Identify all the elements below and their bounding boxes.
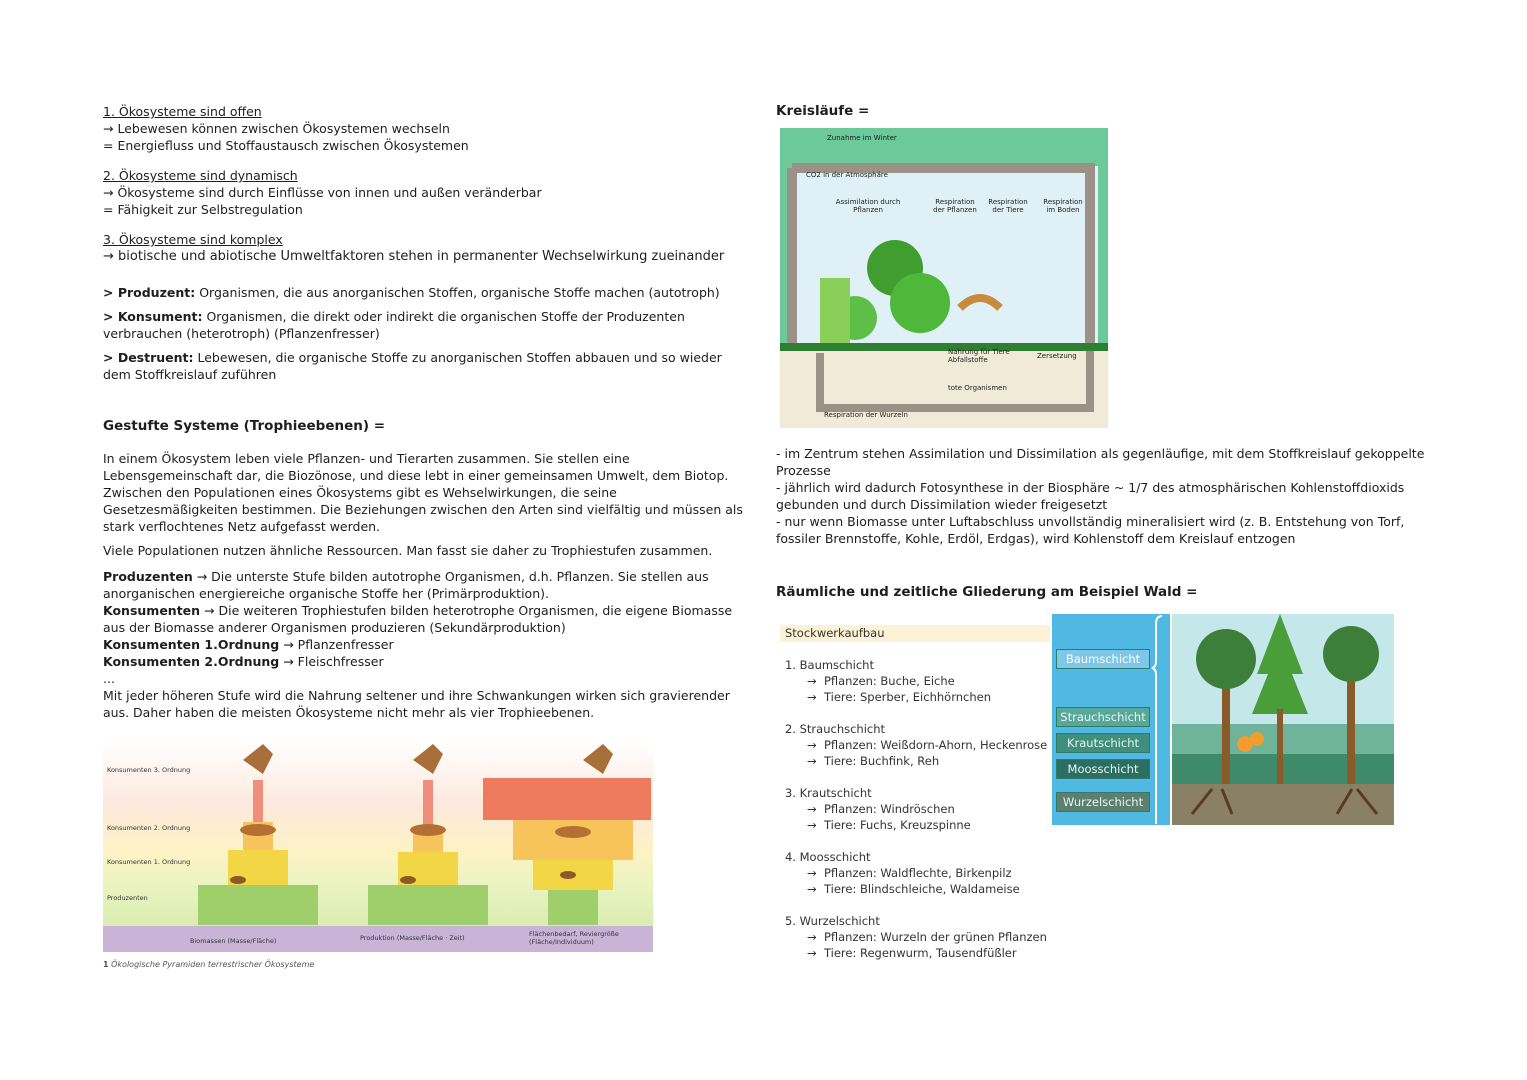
forest-heading: Räumliche und zeitliche Gliederung am Beispiel Wald = [776, 584, 1198, 600]
diagram-label-krautschicht: Krautschicht [1056, 733, 1150, 753]
point1-line2: = Energiefluss und Stoffaustausch zwischen Ökosystemen [103, 138, 469, 153]
trophic-paragraph-2: Viele Populationen nutzen ähnliche Ressourcen. Man fasst sie daher zu Trophiestufen zusammen. [103, 543, 713, 558]
def-produzent: > Produzent: Organismen, die aus anorganischen Stoffen, organische Stoffe machen (autotroph) [103, 285, 720, 300]
cycle-label-resp-animals: Respiration der Tiere [988, 198, 1028, 214]
layer-5-plants: → Pflanzen: Wurzeln der grünen Pflanzen [807, 930, 1047, 944]
layer-5-animals: → Tiere: Regenwurm, Tausendfüßler [807, 946, 1017, 960]
layer-4-animals: → Tiere: Blindschleiche, Waldameise [807, 882, 1020, 896]
layer-2-plants: → Pflanzen: Weißdorn-Ahorn, Heckenrose [807, 738, 1048, 752]
point3-line1: → biotische und abiotische Umweltfaktoren stehen in permanenter Wechselwirkung zueinander [103, 249, 725, 264]
layer-1-name: 1. Baumschicht [785, 658, 874, 672]
trophic-k2: Konsumenten 2.Ordnung → Fleischfresser [103, 654, 384, 669]
forest-table-title: Stockwerkaufbau [780, 625, 1050, 642]
forest-layer-2 [780, 721, 1050, 769]
cycle-label-roots: Respiration der Wurzeln [824, 411, 908, 419]
diagram-label-strauchschicht: Strauchschicht [1056, 707, 1150, 727]
cycle-label-resp-soil: Respiration im Boden [1043, 198, 1083, 214]
cycle-label-dead: tote Organismen [948, 384, 1007, 392]
diagram-label-moosschicht: Moosschicht [1056, 759, 1150, 779]
trophic-paragraph-3: Mit jeder höheren Stufe wird die Nahrung seltener und ihre Schwankungen wirken sich gravierender aus. Daher haben die meisten Ökosysteme nicht mehr als vier Trophieebenen. [103, 688, 730, 720]
pyramid-level-k2: Konsumenten 2. Ordnung [107, 824, 191, 832]
pyramid-figure [103, 740, 653, 972]
point1-line1: → Lebewesen können zwischen Ökosystemen wechseln [103, 121, 450, 136]
def-konsument: > Konsument: Organismen, die direkt oder indirekt die organischen Stoffe der Produzenten verbrauchen (heterotroph) (Pflanzenfresser) [103, 309, 685, 341]
layer-4-plants: → Pflanzen: Waldflechte, Birkenpilz [807, 866, 1012, 880]
pyramid-label-biomass: Biomassen (Masse/Fläche) [190, 937, 277, 945]
forest-layer-4 [780, 849, 1050, 897]
layer-3-animals: → Tiere: Fuchs, Kreuzspinne [807, 818, 971, 832]
pyramid-label-area: Flächenbedarf, Reviergröße (Fläche/Individuum) [529, 930, 619, 946]
point2-line2: = Fähigkeit zur Selbstregulation [103, 202, 303, 217]
cycle-bullet-2: - jährlich wird dadurch Fotosynthese in der Biosphäre ~ 1/7 des atmosphärischen Kohlenstoffdioxids gebunden und durch Dissimilation wieder freigesetzt [776, 480, 1405, 512]
cycle-heading: Kreisläufe = [776, 103, 870, 119]
layer-3-name: 3. Krautschicht [785, 786, 872, 800]
trophic-paragraph-1: In einem Ökosystem leben viele Pflanzen- und Tierarten zusammen. Sie stellen eine Lebensgemeinschaft dar, die Biozönose, und diese lebt in einer gemeinsamen Umwelt, dem Biotop. Zwischen den Populationen eines Ökosystems gibt es Wehselwirkungen, die seine Gesetzesmäßigkeiten bestimmen. Die Beziehungen zwischen den Arten sind vielfältig und müssen als stark verflochtenes Netz aufgefasst werden. [103, 451, 743, 534]
layer-2-name: 2. Strauchschicht [785, 722, 886, 736]
pyramid-label-production: Produktion (Masse/Fläche · Zeit) [360, 934, 465, 942]
cycle-label-food: Nahrung für Tiere Abfallstoffe [948, 348, 1010, 364]
pyramid-level-prod: Produzenten [107, 894, 148, 902]
cycle-label-decomp: Zersetzung [1037, 352, 1077, 360]
layer-1-animals: → Tiere: Sperber, Eichhörnchen [807, 690, 991, 704]
diagram-label-baumschicht: Baumschicht [1056, 649, 1150, 669]
trophic-dots: ... [103, 671, 115, 686]
cycle-bullet-1: - im Zentrum stehen Assimilation und Dissimilation als gegenläufige, mit dem Stoffkreislauf gekoppelte Prozesse [776, 446, 1425, 478]
forest-layer-5 [780, 913, 1050, 961]
diagram-label-wurzelschicht: Wurzelschicht [1056, 792, 1150, 812]
point3-title: 3. Ökosysteme sind komplex [103, 232, 283, 247]
pyramid-caption: 1 Ökologische Pyramiden terrestrischer Ökosysteme [103, 960, 315, 969]
pyramid-level-k1: Konsumenten 1. Ordnung [107, 858, 191, 866]
left-column [103, 103, 748, 721]
cycle-label-resp-plants: Respiration der Pflanzen [933, 198, 977, 214]
point2-title: 2. Ökosysteme sind dynamisch [103, 168, 298, 183]
layer-4-name: 4. Moosschicht [785, 850, 871, 864]
layer-2-animals: → Tiere: Buchfink, Reh [807, 754, 940, 768]
point2-line1: → Ökosysteme sind durch Einflüsse von innen und außen veränderbar [103, 185, 542, 200]
forest-layer-list [780, 625, 1050, 961]
pyramid-level-k3: Konsumenten 3. Ordnung [107, 766, 191, 774]
cycle-label-assimilation: Assimilation durch Pflanzen [835, 198, 901, 214]
layer-3-plants: → Pflanzen: Windröschen [807, 802, 955, 816]
cycle-bullets [776, 445, 1436, 547]
cycle-label-winter: Zunahme im Winter [827, 134, 897, 142]
trophic-heading: Gestufte Systeme (Trophieebenen) = [103, 418, 386, 434]
forest-layer-3 [780, 785, 1050, 833]
forest-layer-1 [780, 657, 1050, 705]
cycle-label-co2: CO2 in der Atmosphäre [806, 171, 888, 179]
layer-1-plants: → Pflanzen: Buche, Eiche [807, 674, 955, 688]
trophic-k1: Konsumenten 1.Ordnung → Pflanzenfresser [103, 637, 394, 652]
cycle-bullet-3: - nur wenn Biomasse unter Luftabschluss unvollständig mineralisiert wird (z. B. Entstehung von Torf, fossiler Brennstoffe, Kohle, Erdöl, Erdgas), wird Kohlenstoff dem Kreislauf entzogen [776, 514, 1405, 546]
layer-5-name: 5. Wurzelschicht [785, 914, 880, 928]
trophic-konsumenten: Konsumenten → Die weiteren Trophiestufen bilden heterotrophe Organismen, die eigene Biomasse aus der Biomasse anderer Organismen produzieren (Sekundärproduktion) [103, 603, 733, 635]
forest-layer-diagram [1052, 614, 1394, 825]
carbon-cycle-figure [780, 128, 1108, 428]
point1-title: 1. Ökosysteme sind offen [103, 104, 262, 119]
def-destruent: > Destruent: Lebewesen, die organische Stoffe zu anorganischen Stoffen abbauen und so wieder dem Stoffkreislauf zuführen [103, 350, 722, 382]
trophic-produzenten: Produzenten → Die unterste Stufe bilden autotrophe Organismen, d.h. Pflanzen. Sie stellen aus anorganischen energiereiche organische Stoffe her (Primärproduktion). [103, 569, 709, 601]
